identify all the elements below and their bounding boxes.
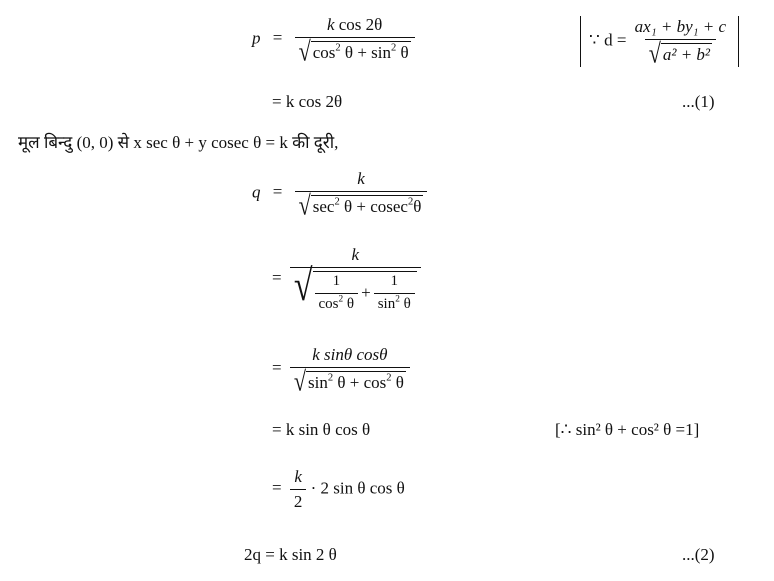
q-numerator: k (357, 169, 365, 188)
hint-fraction: ax₁ + by₁ + c √ a² + b² (631, 18, 730, 65)
hint-d: ∵ d = (589, 30, 627, 50)
q-label: q (252, 182, 261, 202)
identity-hint: [∴ sin² θ + cos² θ =1] (555, 420, 700, 439)
equation-step-2: = k √ $\frac{1}{\cos^2 \theta}$ + $\frac{1}{\sin^2 \theta}$ (272, 246, 421, 312)
equals-sign: = (272, 28, 283, 48)
line-k-cos2theta: = k cos 2θ (272, 92, 343, 111)
hint-numerator: ax₁ + by₁ + c (634, 17, 727, 36)
equation-step-5: = $\frac{k}{2}$ · 2 sin θ cos θ (272, 467, 405, 511)
p-fraction (295, 15, 415, 67)
distance-formula-hint (580, 16, 739, 67)
equation-step-3: = k sinθ cosθ √ $\sin^2 \theta + \cos^2 \theta$ (272, 346, 410, 393)
equation-step-4: = k sin θ cos θ (272, 420, 371, 439)
q-fraction: k √ $\sec^2 \theta + cosec^2\theta$ (295, 170, 428, 217)
equation-label-1: ...(1) (682, 92, 715, 111)
hint-denominator: a² + b² (662, 44, 711, 64)
final-equation: 2q = k sin 2 θ (244, 545, 337, 564)
hindi-statement: मूल बिन्दु (0, 0) से x sec θ + y cosec θ = k की दूरी, (18, 133, 339, 152)
p-denominator: √ $\cos^2 \theta + \sin^2 \theta$ (295, 37, 415, 63)
equation-label-2: ...(2) (682, 545, 715, 564)
sqrt-symbol: √ (298, 35, 311, 67)
equation-p (252, 15, 415, 67)
equation-q: q = k √ $\sec^2 \theta + cosec^2\theta$ (252, 170, 427, 217)
p-numerator: k cos 2θ (326, 15, 383, 34)
p-label: p (252, 28, 261, 48)
